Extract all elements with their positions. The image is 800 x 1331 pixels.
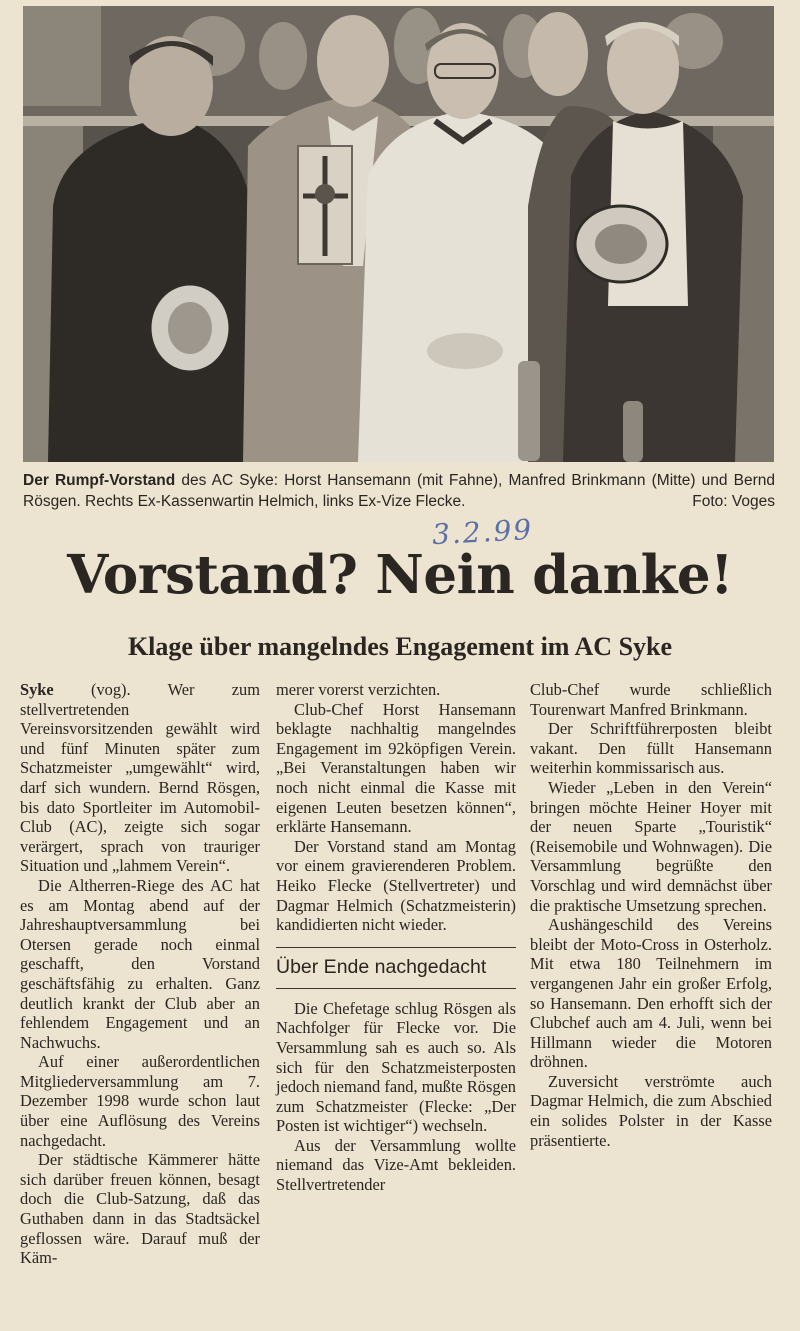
intertitle: Über Ende nachgedacht xyxy=(276,955,487,978)
dateline: Syke xyxy=(20,680,54,699)
photo-caption xyxy=(23,470,775,512)
paragraph: Der städtische Kämmerer hätte sich darüber freuen können, besagt doch die Club-Satzung, daß das Guthaben dann in das Stadtsäckel geflossen wäre. Darauf muß der Käm- xyxy=(20,1150,260,1268)
trophy-plate-right xyxy=(575,206,667,282)
paragraph: Die Chefetage schlug Rösgen als Nachfolger für Flecke vor. Die Versammlung sah es auch so. Als sich für den Schatzmeisterposten jedoch niemand fand, mußte Rösgen zum Schatzmeister (Flecke: „Der Posten ist wichtiger“) wechseln. xyxy=(276,998,516,1136)
paragraph: Aus der Versammlung wollte niemand das Vize-Amt bekleiden. Stellvertretender xyxy=(276,1135,516,1195)
group-photo-illustration xyxy=(23,6,774,462)
caption-text: des AC Syke: Horst Hansemann (mit Fahne), Manfred Brinkmann (Mitte) und Bernd Rösgen. Rechts Ex-Kassenwartin Helmich, links Ex-Vize Flecke. xyxy=(23,472,775,510)
paragraph: Zuversicht verströmte auch Dagmar Helmich, die zum Abschied ein solides Polster in der Kasse präsentierte. xyxy=(530,1071,772,1150)
paragraph: Club-Chef wurde schließlich Tourenwart Manfred Brinkmann. xyxy=(530,680,772,719)
paragraph: Auf einer außerordentlichen Mitgliederversammlung am 7. Dezember 1998 wurde schon laut über eine Auflösung des Vereins nachgedacht. xyxy=(20,1052,260,1150)
paragraph: Club-Chef Horst Hansemann beklagte nachhaltig mangelndes Engagement im 92köpfigen Verein. „Bei Veranstaltungen haben wir noch nicht einmal die Kasse mit eigenen Leuten besetzen können“, erklärte Hansemann. xyxy=(276,699,516,837)
headline: Vorstand? Nein danke! xyxy=(67,544,733,606)
paragraph: Wieder „Leben in den Verein“ bringen möchte Heiner Hoyer mit der neuen Sparte „Touristik“ (Reisemobile und Wohnwagen). Die Versammlung begrüßte den Vorschlag und wird demnächst über die praktische Umsetzung sprechen. xyxy=(530,777,772,915)
article-column-3 xyxy=(530,680,772,1150)
paragraph: Der Schriftführerposten bleibt vakant. Den füllt Hansemann weiterhin kommissarisch aus. xyxy=(530,719,772,778)
subheadline: Klage über mangelndes Engagement im AC Syke xyxy=(127,632,673,661)
divider xyxy=(276,988,516,989)
paragraph xyxy=(20,680,260,876)
article-column-2 xyxy=(276,680,516,1195)
photo-credit: Foto: Voges xyxy=(692,493,775,510)
group-photo xyxy=(23,6,774,462)
paragraph: merer vorerst verzichten. xyxy=(276,680,441,699)
paragraph: Aushängeschild des Vereins bleibt der Moto-Cross in Osterholz. Mit etwa 180 Teilnehmern im vergangenen Jahr ein großer Erfolg, so Hansemann. Den erhofft sich der Clubchef auch am 4. Juli, wenn bei Hillmann wieder die Motoren dröhnen. xyxy=(530,915,772,1072)
caption-lead: Der Rumpf-Vorstand xyxy=(23,472,176,489)
paragraph: Der Vorstand stand am Montag vor einem gravierenderen Problem. Heiko Flecke (Stellvertreter) und Dagmar Helmich (Schatzmeisterin) kandidierten nicht wieder. xyxy=(276,836,516,935)
trophy-plate-left xyxy=(150,284,230,372)
handwritten-date: 3.2.99 xyxy=(431,512,534,552)
divider xyxy=(276,947,516,948)
article-column-1 xyxy=(20,680,260,1268)
paragraph: Die Altherren-Riege des AC hat es am Montag abend auf der Jahreshauptversammlung bei Otersen gerade noch einmal geschafft, den Vorstand geschäftsfähig zu erhalten. Ganz deutlich krankt der Club aber an fehlendem Engagement und an Nachwuchs. xyxy=(20,875,260,1052)
paragraph-text: (vog). Wer zum stellvertretenden Vereinsvorsitzenden gewählt wird und fünf Minuten später zum Schatzmeister „umgewählt“ wird, darf sich wundern. Bernd Rösgen, bis dato Sportleiter im Automobil-Club (AC), zeigte sich sogar verärgert, sprach von trauriger Situation und „lahmem Verein“. xyxy=(20,680,260,876)
